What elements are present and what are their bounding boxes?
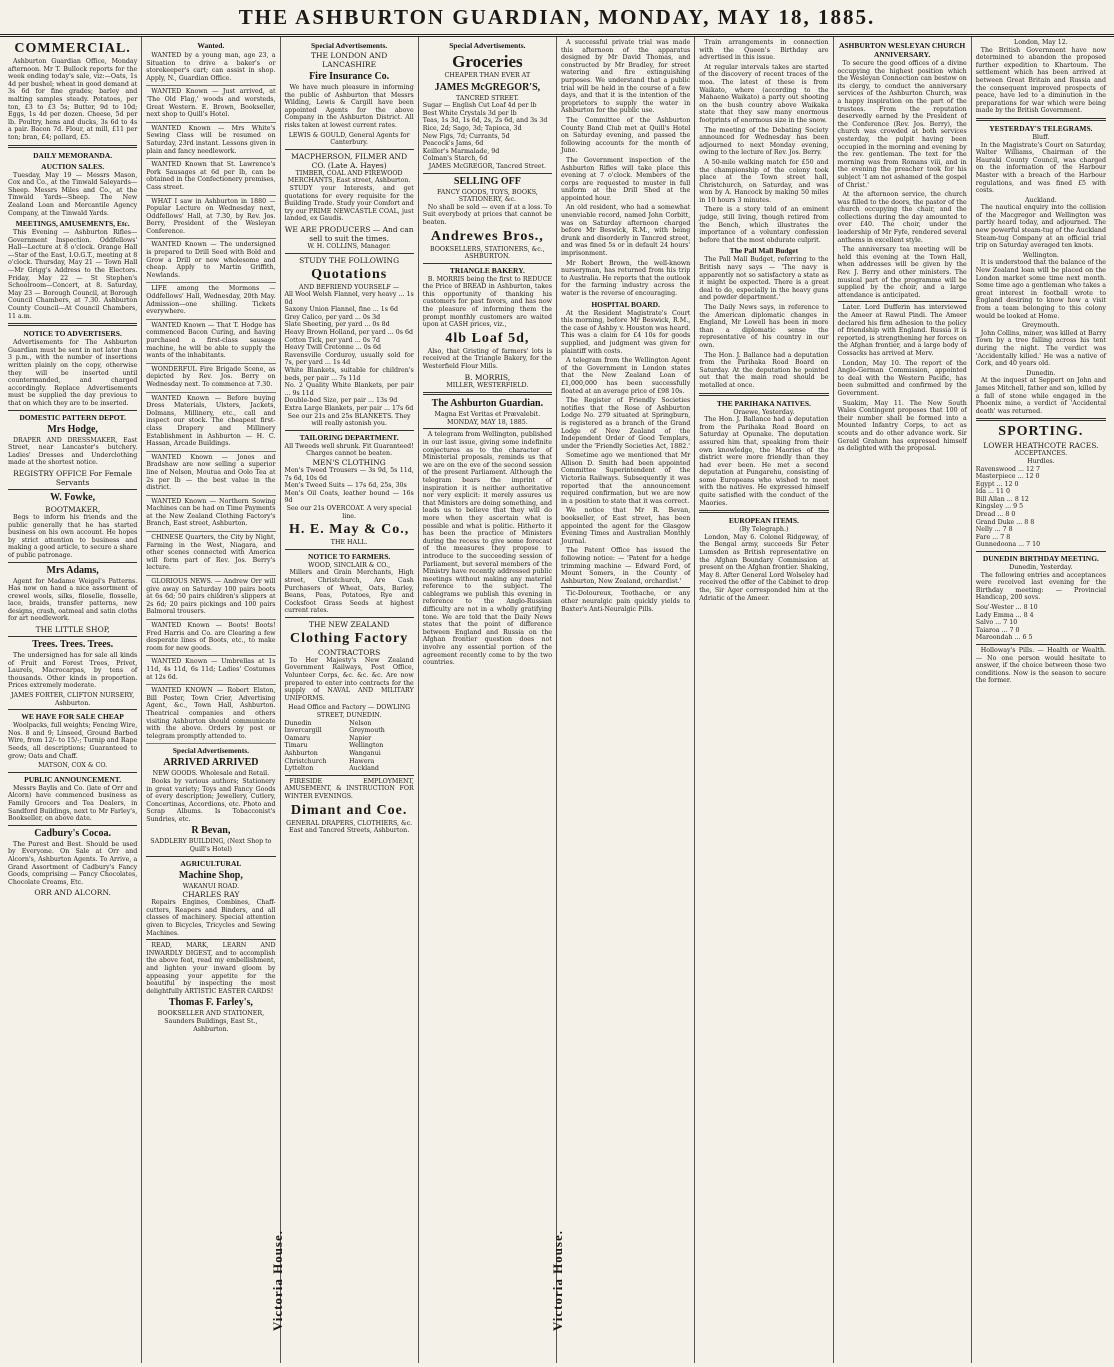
wanted-ad: WANTED KNOWN — Robert Elston, Bill Poster, Town Crier, Advertising Agent, &c., Town Hall, Ashburton. Theatrical companies and others visiting Ashburton should communicate with the above. Orders by post or telegram promptly attended to. (146, 686, 275, 744)
race-entry: Masterpiece ... 12 0 (975, 473, 1040, 481)
sale-text: Woolpacks, full weights; Fencing Wire, Nos. 8 and 9; Linseed, Ground Barbed Wire, from 12/- to 15/-; Turnip and Rape Seeds, all descriptions; Guaranteed to grow; Oats and Chaff. (8, 722, 138, 760)
price-item: Heavy Brown Holland, per yard ... 0s 6d (284, 329, 414, 337)
mens-heading: MEN'S CLOTHING (312, 457, 386, 467)
wesleyan-heading: ASHBURTON WESLEYAN CHURCH ANNIVERSARY. (838, 41, 966, 59)
birthday-heading: DUNEDIN BIRTHDAY MEETING. (982, 554, 1099, 564)
wellington-heading: Wellington. (1022, 251, 1059, 259)
andrewes-sub: BOOKSELLERS, STATIONERS, &c., ASHBURTON. (429, 245, 545, 261)
arrived-text: Books by various authors; Stationery in great variety; Toys and Fancy Goods of every description; Jewellery, Cutlery, Concertinas, Accordions, etc. Photo and Scrap Albums. Is Tobacconist's Sundries, etc. (146, 777, 276, 823)
selling-heading: SELLING OFF (453, 175, 521, 187)
dunedin-heading: Dunedin. (1026, 369, 1056, 377)
fire-heading: Fire Insurance Co. (309, 71, 390, 82)
hodge-text: DRAPER AND DRESSMAKER, East Street, near Lancaster's butchery. Ladies' Dresses and Underclothing made at the shortest notice. (8, 436, 138, 467)
dunedin-text: At the inquest at Seppert on John and James Mitchell, father and son, killed by a fall of stone while engaged in the Phoenix mine, a verdict of 'Accidental death' was returned. (975, 377, 1106, 415)
wanted-ad: WANTED Known — Mrs White's Sewing Class will be resumed on Saturday, 23rd instant. Lessons given in plain and fancy needlework. (146, 124, 275, 159)
bakery-text-2: Also, that Gristing of farmers' lots is received at the Triangle Bakery, for the Westerfield Flour Mills. (422, 347, 552, 371)
birthday-entry: Salvo ... 7 10 (975, 619, 1018, 627)
price-item: All Wool Welsh Flannel, very heavy ... 1s 0d (284, 291, 414, 306)
news-paragraph: The Government inspection of the Ashburton Rifles will take place this evening at 7 o'clock. Members of the corps are requested to muster in full uniform at the Drill Shed at the appointed hour. (561, 156, 691, 202)
trees-text: The undersigned has for sale all kinds of Fruit and Forest Trees, Privet, Laurels, Macrocarpas, by tens of thousands. Other kinds in proportion. Prices extremely moderate. (8, 652, 138, 690)
depot-heading: DOMESTIC PATTERN DEPOT. (19, 412, 126, 422)
special-heading: Special Advertisements. (311, 41, 388, 50)
birthday-text: The following entries and acceptances were received last evening for the Birthday meeting: — Provincial Handicap, 200 sovs. (975, 571, 1106, 602)
victoria-house-right: Victoria House. (550, 1230, 565, 1332)
european-sub: (By Telegraph.) (739, 526, 789, 534)
news-paragraph: We notice that Mr R. Bevan, bookseller, of East street, has been appointed the agent for the Glasgow Evening Times and Australian Monthly Journal. (561, 507, 691, 545)
lancs-heading: THE LONDON AND LANCASHIRE (311, 51, 388, 69)
wanted-ad: WANTED by a young man, age 23, a Situation to drive a baker's or storekeeper's cart; can assist in shop. Apply, N., Guardian Office. (146, 51, 275, 86)
race-entry: Egypt ... 12 0 (975, 480, 1019, 488)
parihaka-text: The Hon. J. Ballance had a deputation from the Parihaka Road Board on Saturday at Opunake. The deputation assured him that, speaking from their own knowledge, the Maories of the district were more friendly than they had ever been. He met a second deputation at Pungarehu, consisting of some Europeans who wished to meet with the natives. He expressed himself quite satisfied with the conduct of the Maories. (699, 416, 829, 507)
contractors: CONTRACTORS (318, 647, 381, 657)
fireside-heading: FIRESIDE EMPLOYMENT, AMUSEMENT, & INSTRUCTION FOR WINTER EVENINGS. (284, 777, 414, 800)
quotations-sub: AND BEFRIEND YOURSELF — (299, 283, 400, 291)
notice-heading: NOTICE TO ADVERTISERS. (23, 329, 122, 339)
grocery-item: Rice, 2d; Sago, 3d; Tapioca, 3d (422, 124, 522, 132)
mcgregor-sub: TANCRED STREET. (455, 94, 519, 102)
parihaka-heading: THE PARIHAKA NATIVES. (716, 398, 811, 408)
andrewes-name: Andrewes Bros., (430, 228, 544, 244)
price-item: Extra Large Blankets, per pair ... 17s 6d (284, 405, 414, 412)
little-shop: THE LITTLE SHOP, (35, 625, 110, 635)
news-paragraph: A telegram from the Wellington Agent of the Government in London states that the New Zealand Loan of £1,000,000 has been successfully floated at an average price of £98 10s. (561, 357, 691, 395)
special-heading: Special Advertisements. (449, 41, 526, 50)
race-entry: Ida ... 11 0 (975, 488, 1011, 496)
grocery-item: Colman's Starch, 6d (422, 155, 488, 163)
wanted-ad: WANTED Known — Jones and Bradshaw are now selling a superior line of Nelson, Moutua and Oolo Tea at 2s per lb — the best value in the district. (146, 453, 275, 496)
column-7 (834, 37, 972, 1363)
race-entry: Grand Duke ... 8 8 (975, 518, 1035, 526)
farley-name: Thomas F. Farley's, (168, 997, 253, 1009)
race-entry: Nelly ... 7 8 (975, 526, 1013, 534)
may-name: H. E. May & Co., (289, 522, 410, 538)
notice-text: Advertisements for The Ashburton Guardian must be sent in not later than 3 p.m., with the number of insertions written plainly on the copy, otherwise they will be inserted until countermanded, and charged accordingly. Replace Advertisements must be supplied the day previous to that on which they are to be inserted. (8, 339, 138, 407)
machine-sub: WAKANUI ROAD. (182, 882, 240, 890)
wellington-text: It is understood that the balance of the New Zealand loan will be placed on the London market some time next month. Some time ago a gentleman who takes a great interest in football wrote to England desiring to know how a visit from a team belonging to this colony would be looked at Home. (975, 259, 1106, 320)
dimant-name: Dimant and Coe. (290, 802, 408, 818)
london-text: The British Government have now determined to abandon the proposed further expedition to Khartoum. The settlement which has been arrived at between Great Britain and Russia and the consequent improved prospects of peace, have led to a diminution in the preparations for war which were being made by the British Government. (975, 46, 1106, 115)
column-6 (695, 37, 833, 1363)
wesleyan-text: At the afternoon service, the church was filled to the doors, the pastor of the church occupying the chair, and the collections during the day amounted to over £40. The choir, under the leadership of Mr Fyfe, rendered several anthems in excellent style. (837, 191, 967, 244)
yesterday-heading: YESTERDAY'S TELEGRAMS. (989, 123, 1093, 133)
hurdles: Hurdles. (1027, 457, 1055, 465)
victoria-house-left: Victoria House. (270, 1230, 285, 1332)
nursery: JAMES FORTER, CLIFTON NURSERY, Ashburton. (11, 692, 135, 707)
price-item: No. 2 Quality White Blankets, per pair ... 9s 11d (284, 382, 414, 397)
machine-heading: Machine Shop, (178, 869, 243, 881)
study-text: STUDY your Interests, and get quotations for every requisite for the Building Trade. Study your Comfort and try our PRIME NEWCASTLE COAL, just landed, ex Gaudis. (284, 184, 414, 223)
london-item: London, May 10. The report of the Anglo-German Commission, appointed to deal with the Western Pacific, has been submitted and confirmed by the Government. (837, 359, 967, 397)
news-paragraph: At the Resident Magistrate's Court this morning, before Mr Beswick, R.M., the case of Ashby v. Houston was heard. This was a claim for £4 10s for goods supplied, and judgment was given for plaintiff with costs. (561, 309, 691, 355)
mcgregor-sign: JAMES McGREGOR, Tancred Street. (428, 162, 547, 170)
race-entry: Ravenswood ... 12 7 (975, 465, 1040, 473)
mens-item: Men's Tweed Trousers — 3s 9d, 5s 11d, 7s 6d, 10s 6d (284, 466, 414, 482)
branch: Ashburton (284, 750, 318, 757)
bakery-heading: TRIANGLE BAKERY. (449, 265, 525, 275)
meetings-heading: MEETINGS, AMUSEMENTS, Etc. (15, 219, 130, 229)
news-paragraph: The Daily News says, in reference to the American diplomatic changes in England, Mr Lowell has been in more than a diplomatic sense the representative of his country in our own. (699, 304, 829, 349)
price-item: Slate Sheeting, per yard ... 0s 8d (284, 321, 390, 329)
grocery-item: Sugar — English Cut Loaf 4d per lb (422, 102, 537, 110)
dunedin: Head Office and Factory — DOWLING STREET, DUNEDIN. (288, 704, 411, 720)
branch: Greymouth (349, 727, 385, 735)
news-paragraph: At regular intervals takes are started of the discovery of recent traces of the moa. The latest of these is from Waikato, where (according to the Mahaeno Waikato) a party out shooting on the bush country above Waikaka state that they saw many enormous footprints of enormous size in the snow. (699, 63, 829, 124)
sale-heading: WE HAVE FOR SALE CHEAP (21, 712, 124, 722)
birthday-entry: Maroondah ... 6 5 (975, 634, 1033, 642)
birthday-entry: Sou'-Wester ... 8 10 (975, 604, 1038, 611)
fowke-name: W. Fowke, (50, 491, 96, 503)
producers: WE ARE PRODUCERS — And can sell to suit the times. (284, 224, 414, 243)
grocery-item: Best White Crystals 3d per lb (422, 109, 517, 117)
grocery-item: Peacock's Jams, 6d (422, 140, 484, 148)
selling-sub: FANCY GOODS, TOYS, BOOKS, STATIONERY, &c. (436, 188, 538, 204)
price-item: Saxony Union Flannel, fine ... 1s 6d (284, 306, 399, 314)
ray: CHARLES RAY (182, 890, 240, 900)
bluff-text: In the Magistrate's Court on Saturday, Walter Williams, Chairman of the Hauraki County Council, was charged on the information of the Harbour Master with a breach of the Harbour regulations, and was fined £5 with costs. (975, 141, 1106, 195)
mens-item: Men's Tweed Suits — 17s 6d, 25s, 30s (284, 482, 407, 490)
race-entry: Dread ... 8 0 (975, 511, 1016, 519)
london-heading: London, May 12. (1014, 39, 1068, 46)
branch: Nelson (349, 719, 372, 727)
news-paragraph: A successful private trial was made this afternoon of the apparatus designed by Mr David Thomas, and constructed by Mr Bradley, for street watering and fire extinguishing purposes. We understand that a public trial will be held in the course of a few days, and that it is the intention of the proprietors to supply the water in Ashburton for the public use. (561, 39, 691, 115)
loaf-price: 4lb Loaf 5d, (445, 330, 530, 346)
wanted-ad: LIFE among the Mormons — Oddfellows' Hall, Wednesday, 20th May. Admission—one shilling. Tickets everywhere. (146, 284, 275, 319)
farley-sub: BOOKSELLER AND STATIONER, Saunders Buildings, East St., Ashburton. (157, 1010, 265, 1033)
races-heading: LOWER HEATHCOTE RACES. (983, 441, 1099, 451)
newspaper-title: THE ASHBURTON GUARDIAN, MONDAY, MAY 18, 1885. (238, 4, 876, 29)
cadbury-text: The Purest and Best. Should be used by Everyone. On Sale at Orr and Alcorn's, Ashburton Agents. To Arrive, a Grand Assortment of Cadbury's Fancy Goods, comprising — Fancy Chocolates, Chocolate Creams, Etc. (8, 840, 138, 886)
mcgregor-heading: JAMES McGREGOR'S, (434, 81, 541, 93)
wanted-ad: WANTED Known — Umbrellas at 1s 11d, 4s 11d, 6s 11d; Ladies' Costumes at 12s 6d. (146, 657, 275, 685)
lewis: LEWIS & GOULD, General Agents for Canterbury. (288, 131, 410, 147)
branch: Lyttelton (284, 765, 314, 773)
adams-name: Mrs Adams, (46, 564, 99, 576)
column-5 (557, 37, 695, 1363)
price-item: Ravensville Corduroy, usually sold for 7s, per yard ... 1s 4d (284, 351, 414, 367)
column-4 (419, 37, 557, 1363)
dimant-sub: GENERAL DRAPERS, CLOTHIERS, &c. East and Tancred Streets, Ashburton. (286, 819, 413, 835)
cadbury-heading: Cadbury's Cocoa. (34, 827, 111, 839)
groceries-heading: Groceries (452, 52, 523, 71)
quotations-heading: STUDY THE FOLLOWING (299, 255, 400, 265)
greymouth-heading: Greymouth. (1022, 322, 1060, 330)
paper-motto: Magna Est Veritas et Prævalebit. (434, 411, 541, 419)
wanted-ad: WANTED Known — Just arrived, at 'The Old Flag,' woods and worsteds, Great Western. E. Brown, Bookseller, next shop to Quill's Hotel. (146, 87, 275, 122)
quotations-big: Quotations (311, 266, 388, 282)
trees-heading: Trees. Trees. Trees. (32, 639, 114, 651)
suakim-item: Suakim, May 11. The New South Wales Contingent proposes that 100 of their number shall be formed into a Mounted Infantry Corps, to act as scouts and do other advance work. Sir Gerald Graham has expressed himself as delighted with the proposal. (837, 399, 967, 453)
tailoring-text: All Tweeds well shrunk. Fit Guaranteed! Charges cannot be beaten. (284, 442, 414, 458)
fowke-text: Begs to inform his friends and the public generally that he has started business on his own account. He hopes by strict attention to business and making a good article, to secure a share of public patronage. (8, 513, 138, 559)
bakery-text: B. MORRIS being the first to REDUCE the Price of BREAD in Ashburton, takes this opportunity of thanking his customers for past favors, and has now the pleasure of informing them the prompt monthly customers are waited upon at CASH prices, viz., (422, 275, 552, 329)
news-paragraph: Train arrangements in connection with the Queen's Birthday are advertised in this issue. (699, 39, 829, 62)
news-paragraph: The Register of Friendly Societies notifies that the Rose of Ashburton Lodge No. 279 situated at Springburn, is registered as a branch of the Grand Lodge of New Zealand of the Independent Order of Good Templars, under the 'Friendly Societies Act, 1882.' (561, 397, 691, 450)
birthday-sub: Dunedin, Yesterday. (1009, 564, 1073, 572)
european-heading: EUROPEAN ITEMS. (728, 516, 799, 526)
column-2 (142, 37, 280, 1363)
fire-text: We have much pleasure in informing the public of Ashburton that Messrs Wilding, Lewis & Cargill have been appointed Agents for the above Company in the Ashburton District. All risks taken at lowest current rates. (284, 84, 414, 129)
public-heading: PUBLIC ANNOUNCEMENT. (24, 774, 122, 784)
mens-item: Men's Oil Coats, leather bound — 16s 9d (284, 489, 414, 505)
machine-text: Repairs Engines, Combines, Chaff-cutters, Reapers and Binders, and all classes of machinery. Special attention given to Bicycles, Tricycles and Sewing Machines. (146, 899, 276, 937)
fowke-sub: BOOTMAKER, (45, 504, 101, 514)
clothing-heading: Clothing Factory (289, 630, 409, 646)
birthday-entry: Taiaroa ... 7 0 (975, 626, 1020, 634)
holloway-advert: Holloway's Pills. — Health or Wealth. — No one person would hesitate to answer, if the choice between those two conditions. Now is the season to secure the former. (975, 646, 1106, 685)
registry: REGISTRY OFFICE For Female Servants (13, 468, 133, 487)
commercial-text: Ashburton Guardian Office, Monday afternoon. Mr T. Bullock reports for the week ending today's sale, viz:—Oats, 1s 4d per bushel; wheat in good demand at 3s 6d for fine grades; barley and malting samples steady. Potatoes, per ton, £3 to £3 5s; Butter, 9d to 10d; Eggs, 1s 4d per dozen. Cheese, 5d per lb. Poultry, hens and ducks, 3s 6d to 4s a pair. Bacon 7d. Flour, at mill, £11 per ton; bran, £4; pollard, £5. (8, 58, 138, 141)
wanted-ad: CHINESE Quarters, the City by Night, Farming in the West, Niagara, and other scenes connected with America will form part of Rev. Jos. Berry's lecture. (146, 533, 275, 576)
branch: Timaru (284, 742, 308, 750)
grocery-item: New Figs, 7d; Currants, 5d (422, 132, 510, 140)
news-paragraph: The Pall Mall Budget, referring to the British navy says — 'The navy is apparently not so satisfactory a state as it might be expected. There is a great deal to do, especially in the heavy guns and powder department.' (699, 256, 829, 302)
bevan-name: R Bevan, (191, 825, 231, 837)
wanted-ad: WANTED Known that St. Lawrence's Pork Sausages at 6d per lb, can be obtained in the Confectionery premises, Cass street. (146, 160, 275, 195)
column-8 (972, 37, 1110, 1363)
arrived-heading: ARRIVED ARRIVED (163, 757, 259, 769)
public-text: Messrs Baylis and Co. (late of Orr and Alcorn) have commenced business as Family Grocers and Tea Dealers, in Sandford Buildings, next to Mr Farley's, Bookseller, on above date. (8, 784, 138, 823)
wanted-ad: WANTED Known — Before buying Dress Materials, Ulsters, Jackets, Dolmans, Millinery, etc., call and inspect our stock. The cheapest first-class Drapery and Millinery Establishment in Ashburton — H. C. Hassan, Arcade Buildings. (146, 394, 275, 452)
branch: Napier (349, 734, 372, 742)
blankets-note: See our 21s and 25s BLANKETS. They will really astonish you. (287, 412, 411, 428)
news-paragraph: Sometime ago we mentioned that Mr Allison D. Smith had been appointed Committee Superintendent of the Victoria Railways. Subsequently it was reported that the announcement required confirmation, but we are now in a position to state that it was correct. (561, 452, 691, 505)
selling-text: No shall be sold — even if at a loss. To Suit everybody at prices that cannot be beaten. (422, 203, 552, 226)
wanted-ad: WHAT I saw in Ashburton in 1880 — Popular Lecture on Wednesday next, Oddfellows' Hall, at 7.30, by Rev. Jos. Berry, President of the Wesleyan Conference. (146, 197, 275, 240)
race-entry: Gunnedoona ... 7 10 (975, 541, 1041, 549)
branch: Invercargill (284, 727, 322, 735)
news-paragraph: The Hon. J. Ballance had a deputation from the Parihaka Road Board on Saturday. At the deputation he pointed out that the main road should be metalled at once. (699, 351, 829, 389)
agri-heading: AGRICULTURAL (180, 858, 242, 868)
adams-text: Agent for Madame Weigel's Patterns. Has now on hand a nice assortment of crewel wools, silks, filoselle, flosselle, lace, braids, transfer patterns, new designs, crash, oatmeal and satin cloths for art needlework. (8, 577, 138, 623)
wanted-ad: WONDERFUL Fire Brigade Scene, as depicted by Rev. Jos. Berry on Wednesday next. To commence at 7.30. (146, 365, 275, 393)
wanted-ad: GLORIOUS NEWS. — Andrew Orr will give away on Saturday 100 pairs boots at 6s 6d; 50 pairs children's slippers at 2s 6d; 20 pairs pickings and 100 pairs Balmoral trousers. (146, 577, 275, 620)
race-entry: Kingsley ... 9 5 (975, 503, 1024, 511)
auckland-text: The nautical enquiry into the collision of the Macgregor and Wellington was partly heard today, and adjourned. The new powerful steam-tug of the Auckland Steam-tug Company at an official trial trip on Saturday averaged ten knots. (975, 204, 1106, 250)
european-text: London, May 6. Colonel Ridgeway, of the Bengal army, succeeds Sir Peter Lumsden as British representative on the Afghan Boundary Commission at present on the Afghan frontier. Shaking, May 8. After General Lord Wolseley had received the offer of the Cabinet to drop the, Sir Ager corresponded him at the Adriatic of the Ameer. (699, 533, 829, 602)
birthday-entry: Lady Emma ... 8 4 (975, 611, 1034, 619)
paper-date: MONDAY, MAY 18, 1885. (447, 418, 528, 426)
macpherson: MACPHERSON, FILMER AND CO. (Late A. Hayes) (291, 151, 408, 170)
wanted-heading: Wanted. (197, 41, 225, 50)
column-1 (4, 37, 142, 1363)
farmers-heading: NOTICE TO FARMERS. (307, 551, 391, 561)
news-paragraph: There is a story told of an eminent judge, still living, though retired from the Bench, which illustrates the importance of a voluntary confession before that the most obdurate culprit. (699, 206, 829, 244)
news-paragraph: The meeting of the Debating Society announced for Wednesday has been adjourned to next Monday evening, owing to the lecture of Rev. Jos. Berry. (699, 126, 829, 157)
news-paragraph: The Patent Office has issued the following notice: — 'Patent for a hedge trimming machine — Edward Ford, of Mount Somers, in the County of Ashburton, New Zealand, orchardist.' (561, 547, 691, 585)
morris-name: B. MORRIS, (464, 372, 511, 382)
grocery-item: Keiller's Marmalade, 9d (422, 147, 500, 155)
tic-advert: Tic-Doloureux, Toothache, or any other neuralgic pain quickly yields to Baxter's Anti-Neuralgic Pills. (561, 590, 691, 613)
auction-heading: AUCTION SALES. (41, 161, 105, 171)
pall-mall-heading: The Pall Mall Budget (729, 246, 799, 256)
masthead (0, 0, 1114, 37)
price-item: Heavy Twill Cretonne ... 0s 6d (284, 344, 381, 352)
wanted-ad: WANTED Known — That T. Hodge has commenced Bacon Curing, and having purchased a first-class sausage machine, he will be able to supply the wants of the inhabitants. (146, 321, 275, 364)
news-paragraph: The Committee of the Ashburton County Band Club met at Quill's Hotel on Saturday evening, and passed the following accounts for the month of June. (561, 116, 691, 155)
sporting-heading: SPORTING. (998, 424, 1084, 440)
branch: Christchurch (284, 757, 327, 765)
wanted-ad: WANTED Known — Boots! Boots! Fred Harris and Co. are Clearing a few desperate lines of Boots, etc., to make room for new goods. (146, 621, 275, 656)
cadbury-agents: ORR AND ALCORN. (34, 888, 111, 898)
may-sub: THE HALL. (330, 539, 368, 547)
wanted-ad: WANTED Known — Northern Sowing Machines can be had on Time Payments at the New Zealand Clothing Factory's Branch, East street, Ashburton. (146, 497, 275, 532)
tailoring-heading: TAILORING DEPARTMENT. (299, 432, 399, 442)
commercial-heading: COMMERCIAL. (14, 41, 131, 56)
wesleyan-text: The anniversary tea meeting will be held this evening at the Town Hall, when addresses will be given by the Rev. J. Berry and other ministers. The musical part of the programme will be supplied by the choir, and a large attendance is anticipated. (837, 246, 967, 299)
wanted-ad: WANTED Known — The undersigned is prepared to Drill Seed with Bold and Grow a Drill or new wholesome and cheap. Apply to Martin Griffith, Newlands. (146, 240, 275, 283)
columns (4, 37, 1110, 1363)
overcoat: See our 21s OVERCOAT. A very special line. (286, 504, 412, 520)
contractors-text: To Her Majesty's New Zealand Government Railways, Post Office, Volunteer Corps, &c. &c. &c. Are now prepared to enter into contracts for the supply of NAVAL AND MILITARY UNIFORMS. (284, 656, 414, 702)
branch: Wellington (349, 742, 384, 750)
timber: TIMBER, COAL AND FIREWOOD MERCHANTS, East street, Ashburton. (287, 169, 411, 185)
special-heading: Special Advertisements. (172, 746, 249, 756)
price-list (285, 291, 414, 413)
news-paragraph: An old resident, who had a somewhat unenviable record, named John Corbitt, was on Saturday afternoon charged before Mr Beswick, R.M., with being drunk and disorderly in Tancred street, and was fined 5s or in default 24 hours' imprisonment. (561, 204, 691, 258)
nz-heading: THE NEW ZEALAND (308, 619, 390, 629)
memoranda-heading: DAILY MEMORANDA. (33, 150, 113, 160)
price-item: Grey Calico, per yard ... 0s 3d (284, 313, 381, 321)
auction-text: Tuesday, May 19 — Messrs Mason, Cox and Co., at the Tinwald Saleyards—Sheep. Messrs Miles and Co., at the Tinwald Yards—Sheep. The New Zealand Loan and Mercantile Agency Company, at the Tinwald Yards. (8, 171, 138, 217)
branch: Dunedin (284, 719, 312, 727)
price-item: Double-bed Size, per pair ... 13s 9d (284, 397, 398, 405)
read-text: READ, MARK, LEARN AND INWARDLY DIGEST, and to accomplish the above feat, read my embellishment, and lighten your inward gloom by appeasing your appetite for the beautiful by inspecting the most delightfully ARTISTIC EASTER CARDS! (146, 942, 276, 995)
collins: W. H. COLLINS, Manager. (307, 242, 391, 250)
cheaper: CHEAPER THAN EVER AT (444, 72, 531, 79)
bevan-sub: SADDLERY BUILDING, (Next Shop to Quill's Hotel) (150, 838, 272, 854)
meetings-text: This Evening — Ashburton Rifles—Government Inspection. Oddfellows' Hall—Lecture at 8 o'clock. Orange Hall—Star of the East, I.O.G.T., meeting at 8 o'clock. Thursday, May 21 — Town Hall—Mr Grigg's Address to the Electors. Friday, May 22 — St Stephen's Schoolroom—Concert, at 8. Saturday, May 23 — Borough Council, at Borough Council Chambers, at 7.30. Ashburton County Council—At Council Chambers, 11 a.m. (8, 229, 138, 320)
race-entry: Fare ... 7 8 (975, 533, 1011, 541)
price-item: Cotton Tick, per yard ... 0s 7d (284, 336, 380, 344)
wesleyan-text: To secure the good offices of a divine occupying the highest position which the Wesleyan Connection can bestow on its clergy, to conduct the anniversary services of the Ashburton Church, was a happy inspiration on the part of the trustees. From the reputation deservedly earned by the President of the Conference (Rev. Jos. Berry), the church was crowded at both services yesterday, the pulpit having been occupied in the morning and evening by the rev. gentleman. The text for the morning was from Romans viii, and in the evening the preacher took for his subject 'I am not ashamed of the gospel of Christ.' (837, 60, 967, 189)
auckland-heading: Auckland. (1024, 196, 1057, 204)
hodge-name: Mrs Hodge, (47, 423, 98, 435)
greymouth-text: John Collins, miner, was killed at Barry Town by a tree falling across his tent during the night. The verdict was 'Accidentally killed.' He was a native of Cork, and 40 years old. (975, 329, 1106, 368)
bluff-heading: Bluff. (1032, 133, 1050, 141)
european-continued: Later. Lord Dufferin has interviewed the Ameer at Rawul Pindi. The Ameer declared his firm adhesion to the policy of friendship with England. Russia it is reported, is strengthening her forces on the Afghan frontier, and a large body of Cossacks has arrived at Merv. (837, 304, 967, 357)
sinclair-text: Millers and Grain Merchants, High street, Christchurch, Are Cash Purchasers of Wheat, Oats, Barley, Beans, Peas, Potatoes, Rye and Cocksfoot Grass Seeds at highest current rates. (284, 569, 414, 615)
morris-sub: MILLER, WESTERFIELD. (446, 381, 529, 389)
parihaka-sub: Oraewe, Yesterday. (733, 408, 795, 416)
acceptances: ACCEPTANCES. (1014, 450, 1068, 458)
editorial-text: A telegram from Wellington, published in our last issue, giving some indefinite conjectures as to the character of Ministerial proposals, reminds us that we are on the eve of the second session of the present Parliament. Although the telegram bears the imprint of inspiration it is neither authoritative nor very explicit: it merely assures us that Ministers are doing something, and leads us to believe that they will do more when they ascertain what is possible and what is politic. Hitherto it has been the practice of Ministers during the recess to give some forecast of the measures they propose to introduce to the succeeding session of Parliament, but several members of the Ministry have recently addressed public meetings without making any material reference to the subject. The cablegrams we publish this evening in reference to the Anglo-Russian difficulty are not in a wholly gratifying tone. We are told that the Daily News states that the point of difference between England and Russia on the Afghan frontier question does not involve any essential portion of the agreement recently come to by the two countries. (422, 431, 552, 667)
price-item: White Blankets, suitable for children's beds, per pair ... 7s 11d (284, 367, 414, 382)
sinclair: WOOD, SINCLAIR & CO., (308, 561, 391, 569)
branch: Wanganui (349, 750, 381, 757)
branch: Auckland (349, 765, 379, 773)
matson: MATSON, COX & CO. (38, 762, 108, 770)
branch: Hawera (349, 757, 375, 765)
grocery-item: Teas, 1s 3d, 1s 6d, 2s, 2s 6d, and 3s 3d (422, 117, 548, 125)
paper-title: The Ashburton Guardian. (431, 398, 544, 410)
hospital-heading: HOSPITAL BOARD. (591, 299, 660, 309)
news-paragraph: A 50-mile walking match for £50 and the championship of the colony took place at the Town street hall, Christchurch, on Saturday, and was won by A. Hancock by making 50 miles in 10 hours 3 minutes. (699, 158, 829, 204)
race-entry: Bill Allan ... 8 12 (975, 495, 1029, 503)
column-3 (281, 37, 419, 1363)
branch: Oamaru (284, 734, 311, 742)
arrived-sub: NEW GOODS. Wholesale and Retail. (152, 770, 270, 778)
news-paragraph: Mr Robert Brown, the well-known nurseryman, has returned from his trip to Australia. He reports that the outlook for the farming industry across the water is the reverse of encouraging. (561, 259, 691, 297)
branch-list (285, 720, 414, 773)
